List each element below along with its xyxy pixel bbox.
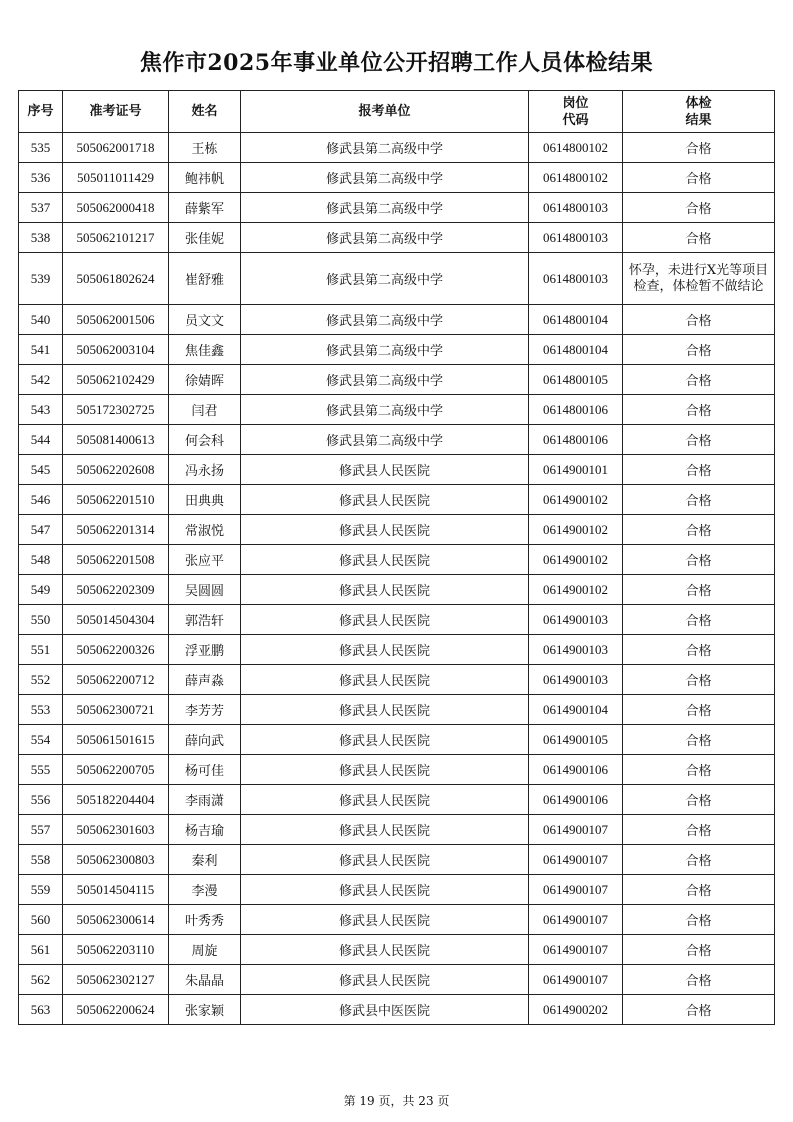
- cell-post-code: 0614900102: [529, 545, 623, 575]
- cell-seq: 555: [19, 755, 63, 785]
- cell-post-code: 0614900107: [529, 905, 623, 935]
- cell-name: 李雨潇: [169, 785, 241, 815]
- cell-unit: 修武县人民医院: [241, 815, 529, 845]
- cell-result: 合格: [623, 485, 775, 515]
- table-row: [19, 905, 775, 935]
- cell-name: 杨吉瑜: [169, 815, 241, 845]
- cell-result: 合格: [623, 815, 775, 845]
- cell-post-code: 0614800102: [529, 133, 623, 163]
- table-row: [19, 253, 775, 305]
- cell-exam-no: 505062202309: [63, 575, 169, 605]
- cell-unit: 修武县第二高级中学: [241, 193, 529, 223]
- cell-result: 合格: [623, 515, 775, 545]
- table-row: [19, 163, 775, 193]
- cell-seq: 548: [19, 545, 63, 575]
- cell-seq: 546: [19, 485, 63, 515]
- cell-unit: 修武县人民医院: [241, 905, 529, 935]
- cell-name: 常淑悦: [169, 515, 241, 545]
- cell-exam-no: 505062101217: [63, 223, 169, 253]
- cell-result: 合格: [623, 725, 775, 755]
- table-row: [19, 965, 775, 995]
- cell-seq: 552: [19, 665, 63, 695]
- cell-seq: 544: [19, 425, 63, 455]
- cell-seq: 559: [19, 875, 63, 905]
- cell-seq: 547: [19, 515, 63, 545]
- cell-unit: 修武县第二高级中学: [241, 425, 529, 455]
- cell-post-code: 0614900103: [529, 635, 623, 665]
- cell-post-code: 0614900106: [529, 785, 623, 815]
- cell-unit: 修武县人民医院: [241, 935, 529, 965]
- cell-exam-no: 505062201508: [63, 545, 169, 575]
- cell-post-code: 0614900106: [529, 755, 623, 785]
- cell-unit: 修武县人民医院: [241, 605, 529, 635]
- cell-name: 秦利: [169, 845, 241, 875]
- page-title: 焦作市2025年事业单位公开招聘工作人员体检结果: [139, 50, 654, 76]
- cell-seq: 536: [19, 163, 63, 193]
- table-row: [19, 845, 775, 875]
- cell-name: 焦佳鑫: [169, 335, 241, 365]
- cell-name: 李漫: [169, 875, 241, 905]
- cell-unit: 修武县第二高级中学: [241, 163, 529, 193]
- cell-unit: 修武县第二高级中学: [241, 395, 529, 425]
- cell-exam-no: 505062300614: [63, 905, 169, 935]
- cell-exam-no: 505062203110: [63, 935, 169, 965]
- cell-exam-no: 505062200326: [63, 635, 169, 665]
- cell-unit: 修武县人民医院: [241, 695, 529, 725]
- cell-post-code: 0614900101: [529, 455, 623, 485]
- cell-result: 合格: [623, 455, 775, 485]
- cell-name: 张家颖: [169, 995, 241, 1025]
- cell-post-code: 0614800103: [529, 193, 623, 223]
- cell-seq: 545: [19, 455, 63, 485]
- cell-result: 合格: [623, 755, 775, 785]
- table-row: [19, 395, 775, 425]
- cell-post-code: 0614900107: [529, 935, 623, 965]
- cell-result: 合格: [623, 785, 775, 815]
- cell-exam-no: 505014504115: [63, 875, 169, 905]
- header-exam-no: 准考证号: [63, 91, 169, 133]
- cell-post-code: 0614900102: [529, 515, 623, 545]
- cell-result: 合格: [623, 665, 775, 695]
- cell-exam-no: 505182204404: [63, 785, 169, 815]
- cell-exam-no: 505062300721: [63, 695, 169, 725]
- cell-seq: 539: [19, 253, 63, 305]
- cell-unit: 修武县第二高级中学: [241, 335, 529, 365]
- cell-result: 合格: [623, 545, 775, 575]
- cell-name: 闫君: [169, 395, 241, 425]
- cell-seq: 537: [19, 193, 63, 223]
- cell-exam-no: 505062102429: [63, 365, 169, 395]
- cell-seq: 557: [19, 815, 63, 845]
- cell-name: 郭浩轩: [169, 605, 241, 635]
- cell-post-code: 0614800106: [529, 425, 623, 455]
- cell-unit: 修武县人民医院: [241, 845, 529, 875]
- cell-name: 周旋: [169, 935, 241, 965]
- table-row: [19, 515, 775, 545]
- cell-exam-no: 505061501615: [63, 725, 169, 755]
- cell-name: 朱晶晶: [169, 965, 241, 995]
- cell-post-code: 0614900102: [529, 485, 623, 515]
- table-row: [19, 995, 775, 1025]
- cell-post-code: 0614800102: [529, 163, 623, 193]
- table-row: [19, 935, 775, 965]
- cell-post-code: 0614800105: [529, 365, 623, 395]
- cell-exam-no: 505014504304: [63, 605, 169, 635]
- cell-result: 合格: [623, 305, 775, 335]
- cell-name: 王栋: [169, 133, 241, 163]
- cell-seq: 540: [19, 305, 63, 335]
- cell-unit: 修武县人民医院: [241, 455, 529, 485]
- cell-result: 合格: [623, 335, 775, 365]
- cell-exam-no: 505062300803: [63, 845, 169, 875]
- cell-name: 叶秀秀: [169, 905, 241, 935]
- cell-result: 合格: [623, 133, 775, 163]
- table-row: [19, 785, 775, 815]
- cell-seq: 562: [19, 965, 63, 995]
- cell-name: 冯永扬: [169, 455, 241, 485]
- table-row: [19, 635, 775, 665]
- table-row: [19, 305, 775, 335]
- header-unit: 报考单位: [241, 91, 529, 133]
- cell-post-code: 0614900104: [529, 695, 623, 725]
- cell-result: 合格: [623, 163, 775, 193]
- cell-exam-no: 505062200712: [63, 665, 169, 695]
- cell-unit: 修武县人民医院: [241, 545, 529, 575]
- table-row: [19, 815, 775, 845]
- cell-result: 合格: [623, 845, 775, 875]
- cell-seq: 538: [19, 223, 63, 253]
- cell-seq: 556: [19, 785, 63, 815]
- cell-exam-no: 505011011429: [63, 163, 169, 193]
- cell-result: 合格: [623, 365, 775, 395]
- table-row: [19, 425, 775, 455]
- cell-seq: 535: [19, 133, 63, 163]
- cell-unit: 修武县人民医院: [241, 515, 529, 545]
- cell-seq: 543: [19, 395, 63, 425]
- header-name: 姓名: [169, 91, 241, 133]
- table-row: [19, 193, 775, 223]
- cell-result: 合格: [623, 935, 775, 965]
- cell-post-code: 0614900202: [529, 995, 623, 1025]
- table-row: [19, 575, 775, 605]
- cell-seq: 554: [19, 725, 63, 755]
- table-row: [19, 875, 775, 905]
- cell-post-code: 0614900102: [529, 575, 623, 605]
- table-row: [19, 665, 775, 695]
- cell-seq: 551: [19, 635, 63, 665]
- cell-name: 员文文: [169, 305, 241, 335]
- cell-unit: 修武县中医医院: [241, 995, 529, 1025]
- cell-unit: 修武县人民医院: [241, 665, 529, 695]
- cell-post-code: 0614800103: [529, 253, 623, 305]
- cell-seq: 550: [19, 605, 63, 635]
- cell-name: 张佳妮: [169, 223, 241, 253]
- cell-seq: 563: [19, 995, 63, 1025]
- cell-result: 合格: [623, 905, 775, 935]
- table-row: [19, 545, 775, 575]
- cell-exam-no: 505062201510: [63, 485, 169, 515]
- cell-exam-no: 505062001506: [63, 305, 169, 335]
- cell-unit: 修武县人民医院: [241, 575, 529, 605]
- cell-exam-no: 505062302127: [63, 965, 169, 995]
- cell-result: 合格: [623, 635, 775, 665]
- cell-name: 田典典: [169, 485, 241, 515]
- cell-post-code: 0614800104: [529, 305, 623, 335]
- cell-unit: 修武县第二高级中学: [241, 223, 529, 253]
- cell-result: 合格: [623, 575, 775, 605]
- cell-post-code: 0614900107: [529, 965, 623, 995]
- cell-result: 怀孕，未进行X光等项目检查，体检暂不做结论: [623, 253, 775, 305]
- cell-exam-no: 505081400613: [63, 425, 169, 455]
- cell-result: 合格: [623, 995, 775, 1025]
- cell-seq: 558: [19, 845, 63, 875]
- cell-name: 薛向武: [169, 725, 241, 755]
- cell-name: 浮亚鹏: [169, 635, 241, 665]
- page-footer: 第 19 页，共 23 页: [343, 1094, 450, 1108]
- table-row: [19, 133, 775, 163]
- header-post-code: 岗位 代码: [529, 91, 623, 133]
- cell-name: 何会科: [169, 425, 241, 455]
- cell-exam-no: 505061802624: [63, 253, 169, 305]
- cell-name: 张应平: [169, 545, 241, 575]
- table-row: [19, 223, 775, 253]
- cell-unit: 修武县人民医院: [241, 875, 529, 905]
- table-row: [19, 335, 775, 365]
- table-row: [19, 455, 775, 485]
- cell-unit: 修武县人民医院: [241, 485, 529, 515]
- cell-result: 合格: [623, 223, 775, 253]
- table-header-row: [19, 91, 775, 133]
- cell-exam-no: 505172302725: [63, 395, 169, 425]
- cell-unit: 修武县第二高级中学: [241, 253, 529, 305]
- cell-exam-no: 505062200624: [63, 995, 169, 1025]
- table-row: [19, 365, 775, 395]
- table-row: [19, 695, 775, 725]
- cell-unit: 修武县人民医院: [241, 635, 529, 665]
- table-row: [19, 725, 775, 755]
- cell-result: 合格: [623, 395, 775, 425]
- cell-post-code: 0614800103: [529, 223, 623, 253]
- cell-unit: 修武县第二高级中学: [241, 133, 529, 163]
- cell-name: 鲍祎帆: [169, 163, 241, 193]
- cell-post-code: 0614900103: [529, 605, 623, 635]
- cell-result: 合格: [623, 695, 775, 725]
- table-row: [19, 605, 775, 635]
- cell-exam-no: 505062003104: [63, 335, 169, 365]
- cell-exam-no: 505062000418: [63, 193, 169, 223]
- table-row: [19, 485, 775, 515]
- cell-post-code: 0614900103: [529, 665, 623, 695]
- cell-name: 薛紫军: [169, 193, 241, 223]
- cell-result: 合格: [623, 425, 775, 455]
- cell-post-code: 0614900107: [529, 875, 623, 905]
- cell-result: 合格: [623, 605, 775, 635]
- cell-unit: 修武县人民医院: [241, 725, 529, 755]
- cell-name: 杨可佳: [169, 755, 241, 785]
- header-seq: 序号: [19, 91, 63, 133]
- cell-seq: 560: [19, 905, 63, 935]
- cell-exam-no: 505062001718: [63, 133, 169, 163]
- cell-name: 崔舒雅: [169, 253, 241, 305]
- cell-name: 李芳芳: [169, 695, 241, 725]
- cell-post-code: 0614900107: [529, 845, 623, 875]
- cell-post-code: 0614800104: [529, 335, 623, 365]
- cell-seq: 549: [19, 575, 63, 605]
- cell-unit: 修武县第二高级中学: [241, 365, 529, 395]
- results-table: [18, 90, 775, 1025]
- cell-result: 合格: [623, 875, 775, 905]
- cell-seq: 561: [19, 935, 63, 965]
- header-result: 体检 结果: [623, 91, 775, 133]
- cell-exam-no: 505062301603: [63, 815, 169, 845]
- cell-name: 吴圆圆: [169, 575, 241, 605]
- cell-post-code: 0614900107: [529, 815, 623, 845]
- cell-exam-no: 505062202608: [63, 455, 169, 485]
- cell-unit: 修武县人民医院: [241, 755, 529, 785]
- cell-seq: 542: [19, 365, 63, 395]
- table-row: [19, 755, 775, 785]
- cell-exam-no: 505062200705: [63, 755, 169, 785]
- cell-seq: 541: [19, 335, 63, 365]
- cell-seq: 553: [19, 695, 63, 725]
- cell-post-code: 0614900105: [529, 725, 623, 755]
- cell-result: 合格: [623, 193, 775, 223]
- cell-exam-no: 505062201314: [63, 515, 169, 545]
- cell-unit: 修武县第二高级中学: [241, 305, 529, 335]
- cell-result: 合格: [623, 965, 775, 995]
- cell-post-code: 0614800106: [529, 395, 623, 425]
- cell-unit: 修武县人民医院: [241, 965, 529, 995]
- cell-unit: 修武县人民医院: [241, 785, 529, 815]
- cell-name: 徐婧晖: [169, 365, 241, 395]
- cell-name: 薛声淼: [169, 665, 241, 695]
